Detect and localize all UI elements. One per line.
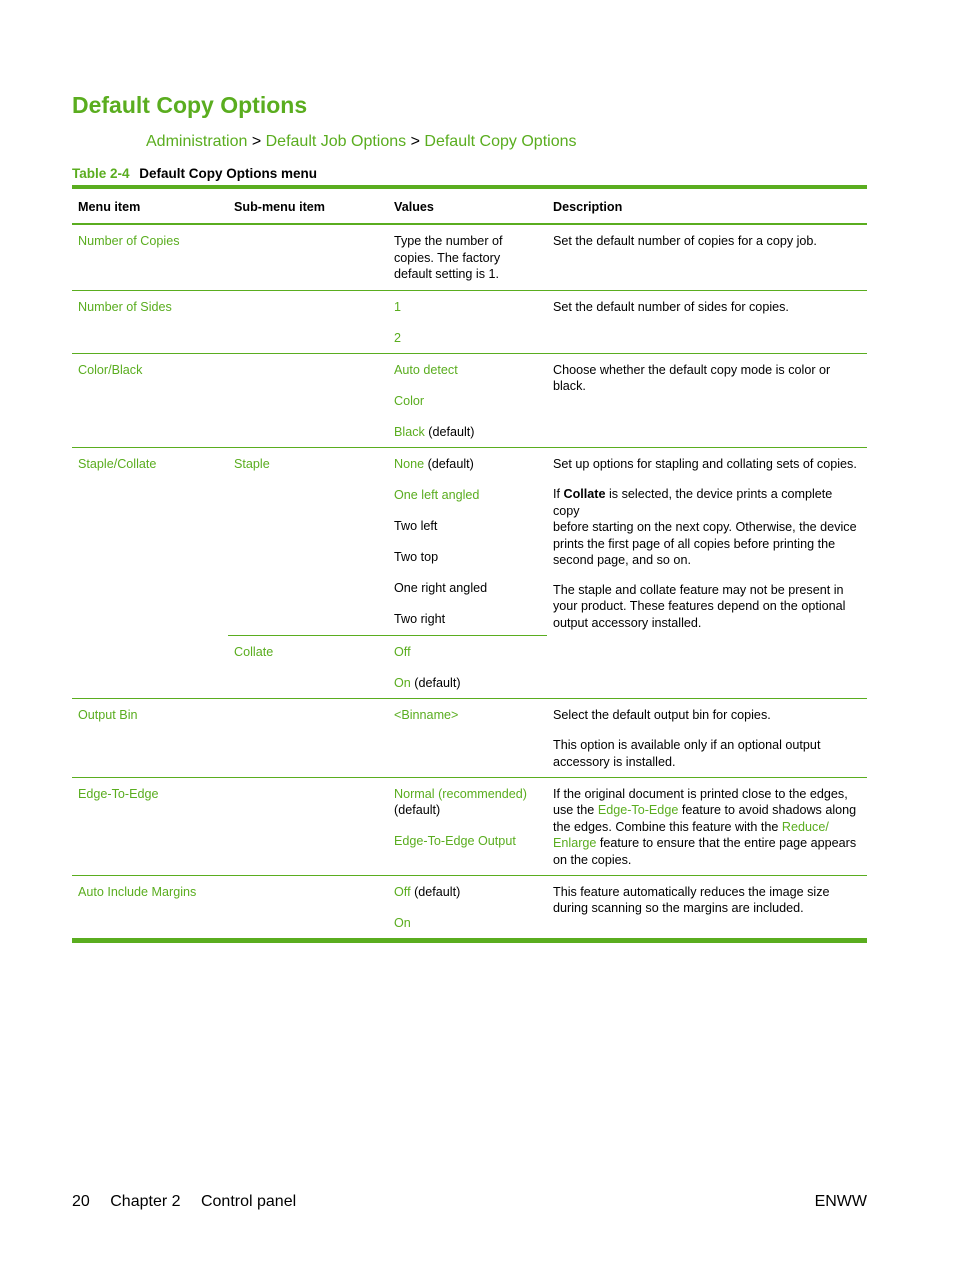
table-header-row — [72, 187, 867, 224]
breadcrumb-link-default-job-options[interactable]: Default Job Options — [265, 133, 407, 150]
description-line: This option is available only if an optional output — [553, 738, 821, 753]
description-line: black. — [553, 379, 586, 394]
column-header-sub-menu-item: Sub-menu item — [228, 187, 388, 224]
value-option: Two left — [394, 519, 438, 534]
value-option-auto-detect[interactable]: Auto detect — [394, 363, 458, 378]
description-line: If the original document is printed close to the edges, — [553, 786, 848, 801]
value-option-color[interactable]: Color — [394, 394, 425, 409]
description-text — [547, 876, 867, 941]
value-option[interactable]: None — [394, 457, 425, 472]
sub-menu-item-staple[interactable]: Staple — [234, 457, 270, 472]
page-title: Default Copy Options — [72, 92, 308, 118]
description-text: Select the default output bin for copies. — [553, 708, 771, 723]
values-cell — [388, 224, 547, 290]
table-row — [72, 224, 867, 290]
table-caption-number: Table 2-4 — [72, 166, 130, 181]
description-line: prints the first page of all copies before printing the — [553, 536, 836, 551]
table-row — [72, 448, 867, 635]
page-number: 20 — [72, 1193, 90, 1210]
description-line: before starting on the next copy. Otherwise, the device — [553, 520, 857, 535]
value-option-edge-to-edge-output[interactable]: Edge-To-Edge Output — [394, 834, 516, 849]
sub-menu-item-collate[interactable]: Collate — [234, 644, 274, 659]
description-line: your product. These features depend on the optional — [553, 599, 846, 614]
table-row — [72, 699, 867, 778]
chapter-label: Chapter 2 — [110, 1193, 181, 1210]
description-line: on the copies. — [553, 852, 632, 867]
value-option-1[interactable]: 1 — [394, 299, 402, 314]
description-fragment: feature to ensure that the entire page appears — [596, 836, 857, 851]
description-fragment: If — [553, 487, 564, 502]
value-option-off[interactable]: Off — [394, 885, 411, 899]
description-text — [553, 582, 861, 631]
reduce-enlarge-link[interactable]: Enlarge — [553, 836, 597, 851]
menu-item-output-bin[interactable]: Output Bin — [78, 708, 138, 723]
table-row — [72, 777, 867, 875]
table-caption-title: Default Copy Options menu — [139, 166, 318, 181]
description-text — [553, 737, 861, 770]
default-marker: (default) — [394, 803, 441, 818]
table-row — [72, 290, 867, 353]
default-marker: (default) — [410, 675, 461, 690]
description-fragment: use the — [553, 803, 598, 818]
description-text — [547, 777, 867, 875]
table-row — [72, 354, 867, 448]
table-row — [72, 876, 867, 941]
description-emphasis: Collate — [563, 487, 606, 502]
value-option-binname[interactable]: <Binname> — [394, 708, 459, 723]
breadcrumb-separator: > — [410, 133, 420, 150]
menu-item-auto-include-margins[interactable]: Auto Include Margins — [78, 885, 197, 899]
value-option: Two right — [394, 612, 446, 627]
column-header-values: Values — [388, 187, 547, 224]
description-text: Set the default number of copies for a copy job. — [553, 234, 817, 249]
description-text: Set up options for stapling and collating sets of copies. — [553, 457, 857, 472]
default-marker: (default) — [410, 885, 461, 899]
edge-to-edge-link[interactable]: Edge-To-Edge — [597, 803, 679, 818]
default-marker: (default) — [424, 457, 474, 472]
breadcrumb-link-default-copy-options[interactable]: Default Copy Options — [424, 133, 577, 150]
description-line: during scanning so the margins are included. — [553, 901, 804, 916]
breadcrumb-link-administration[interactable]: Administration — [146, 133, 248, 150]
value-option[interactable]: One left angled — [394, 488, 480, 503]
value-text: Type the number of — [394, 234, 503, 249]
description-line: accessory is installed. — [553, 754, 676, 769]
description-line: This feature automatically reduces the image size — [553, 885, 830, 899]
description-line: output accessory installed. — [553, 615, 702, 630]
description-line: Choose whether the default copy mode is color or — [553, 363, 831, 378]
description-line: The staple and collate feature may not be present in — [553, 582, 844, 597]
table-caption — [72, 166, 317, 181]
chapter-title: Control panel — [200, 1193, 297, 1210]
value-text: copies. The factory — [394, 250, 501, 265]
menu-item-color-black[interactable]: Color/Black — [78, 363, 143, 378]
breadcrumb-separator: > — [251, 133, 262, 150]
default-marker: (default) — [424, 425, 475, 440]
value-text: default setting is 1. — [394, 267, 500, 282]
value-option-2[interactable]: 2 — [394, 330, 402, 345]
value-option-on[interactable]: On — [394, 916, 411, 930]
breadcrumb — [146, 133, 576, 151]
description-fragment: the edges. Combine this feature with the — [553, 819, 782, 834]
column-header-menu-item: Menu item — [72, 187, 228, 224]
reduce-enlarge-link[interactable]: Reduce/ — [781, 819, 829, 834]
description-fragment: is selected, the device prints a complete copy — [553, 487, 833, 518]
menu-item-staple-collate[interactable]: Staple/Collate — [78, 457, 157, 472]
value-option: Two top — [394, 550, 439, 565]
description-text — [553, 486, 861, 568]
menu-item-number-of-sides[interactable]: Number of Sides — [78, 299, 172, 314]
column-header-description: Description — [547, 187, 867, 224]
value-option-normal-recommended[interactable]: Normal (recommended) — [394, 786, 527, 801]
menu-item-edge-to-edge[interactable]: Edge-To-Edge — [78, 786, 159, 801]
footer-doc-code: ENWW — [814, 1193, 867, 1210]
value-option[interactable]: On — [394, 675, 411, 690]
description-text: Set the default number of sides for copies. — [553, 299, 789, 314]
description-text — [547, 354, 867, 448]
options-table — [72, 185, 867, 943]
menu-item-number-of-copies[interactable]: Number of Copies — [78, 234, 180, 249]
value-option: One right angled — [394, 581, 488, 596]
description-line: second page, and so on. — [553, 552, 691, 567]
value-option-black[interactable]: Black — [394, 425, 425, 440]
value-option[interactable]: Off — [394, 644, 411, 659]
description-fragment: feature to avoid shadows along — [678, 803, 857, 818]
